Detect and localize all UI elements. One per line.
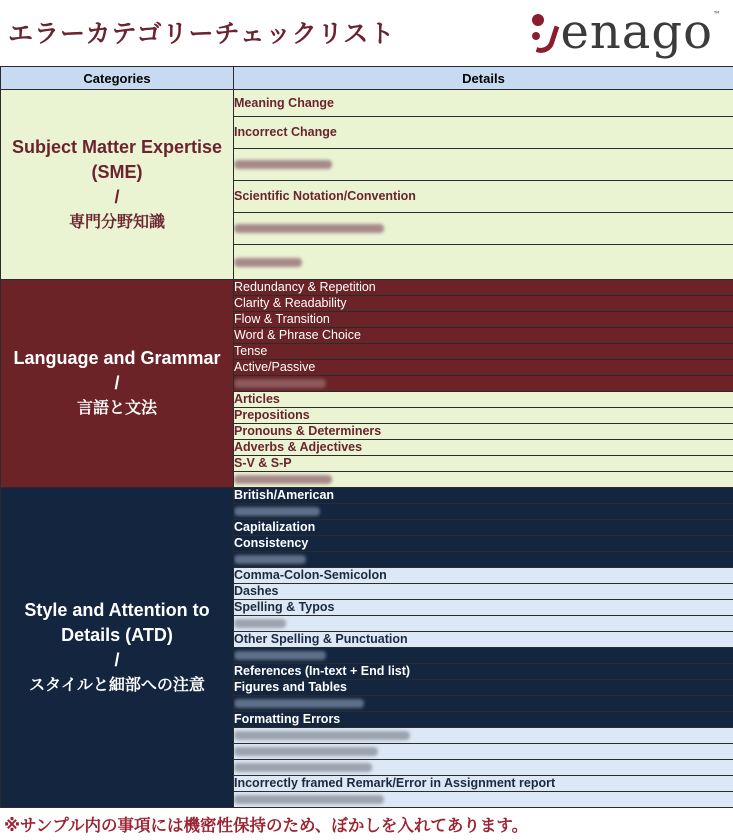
category-sme-jp: 専門分野知識 [68,213,165,231]
category-lg-jp: 言語と文法 [76,400,157,417]
detail-incorrect-change: Incorrect Change [234,117,733,149]
detail-incorrect-remark: Incorrectly framed Remark/Error in Assignment report [234,776,733,792]
category-sa-sep: / [114,649,120,670]
table-row [1,90,733,117]
detail-scientific-notation: Scientific Notation/Convention [234,181,733,213]
category-lg-en1: Language and Grammar [13,348,221,368]
detail-pronouns: Pronouns & Determiners [234,424,733,440]
detail-meaning-change: Meaning Change [234,90,733,117]
detail-adverbs: Adverbs & Adjectives [234,440,733,456]
detail-redacted [234,744,733,760]
detail-references: References (In-text + End list) [234,664,733,680]
category-style-atd [1,488,234,808]
detail-flow: Flow & Transition [234,312,733,328]
detail-formatting-errors: Formatting Errors [234,712,733,728]
detail-redacted [234,616,733,632]
detail-consistency: Consistency [234,536,733,552]
redacted-blur [234,651,326,660]
category-sme-en2: (SME) [91,161,143,182]
detail-figures-tables: Figures and Tables [234,680,733,696]
page-title: エラーカテゴリーチェックリスト [8,19,396,48]
redacted-blur [234,507,320,516]
detail-other-spelling: Other Spelling & Punctuation [234,632,733,648]
details-header: Details [234,67,733,90]
category-language-grammar [1,280,234,488]
redacted-blur [234,731,410,740]
logo-trademark: ™ [713,10,721,19]
detail-redacted [234,245,733,280]
category-sme-en1: Subject Matter Expertise [11,136,223,157]
detail-redacted [234,472,733,488]
error-category-table [0,66,733,808]
redacted-blur [234,619,286,628]
detail-redacted [234,213,733,245]
detail-dashes: Dashes [234,584,733,600]
detail-redacted [234,552,733,568]
categories-header: Categories [1,67,234,90]
redacted-blur [234,224,384,233]
detail-comma-colon: Comma-Colon-Semicolon [234,568,733,584]
detail-redacted [234,792,733,808]
redacted-blur [234,747,378,756]
redacted-blur [234,795,384,804]
redacted-blur [234,475,332,484]
page-header [0,0,733,66]
redacted-blur [234,699,364,708]
detail-redacted [234,696,733,712]
detail-redacted [234,149,733,181]
detail-prepositions: Prepositions [234,408,733,424]
logo-text: enago [560,4,713,60]
table-row [1,280,733,296]
logo-mark-icon [532,10,558,54]
enago-logo [532,4,721,60]
detail-clarity: Clarity & Readability [234,296,733,312]
detail-spelling-typos: Spelling & Typos [234,600,733,616]
detail-capitalization: Capitalization [234,520,733,536]
detail-sv-sp: S-V & S-P [234,456,733,472]
redacted-blur [234,379,326,388]
category-lg-sep: / [114,373,120,393]
redacted-blur [234,555,306,564]
redacted-blur [234,258,302,267]
detail-redacted [234,728,733,744]
table-row [1,488,733,504]
table-header-row [1,67,733,90]
detail-redacted [234,760,733,776]
detail-redacted [234,648,733,664]
detail-british-american: British/American [234,488,733,504]
category-sme-sep: / [114,186,120,207]
category-sa-en2: Details (ATD) [61,624,173,645]
confidentiality-note: ※サンプル内の事項には機密性保持のため、ぼかしを入れてあります。 [4,816,529,835]
detail-tense: Tense [234,344,733,360]
detail-word-choice: Word & Phrase Choice [234,328,733,344]
category-sa-en1: Style and Attention to [24,599,210,620]
detail-redacted [234,504,733,520]
detail-redacted [234,376,733,392]
redacted-blur [234,160,332,169]
redacted-blur [234,763,372,772]
detail-active-passive: Active/Passive [234,360,733,376]
category-sa-jp: スタイルと細部への注意 [29,676,205,694]
detail-redundancy: Redundancy & Repetition [234,280,733,296]
category-sme [1,90,234,280]
detail-articles: Articles [234,392,733,408]
